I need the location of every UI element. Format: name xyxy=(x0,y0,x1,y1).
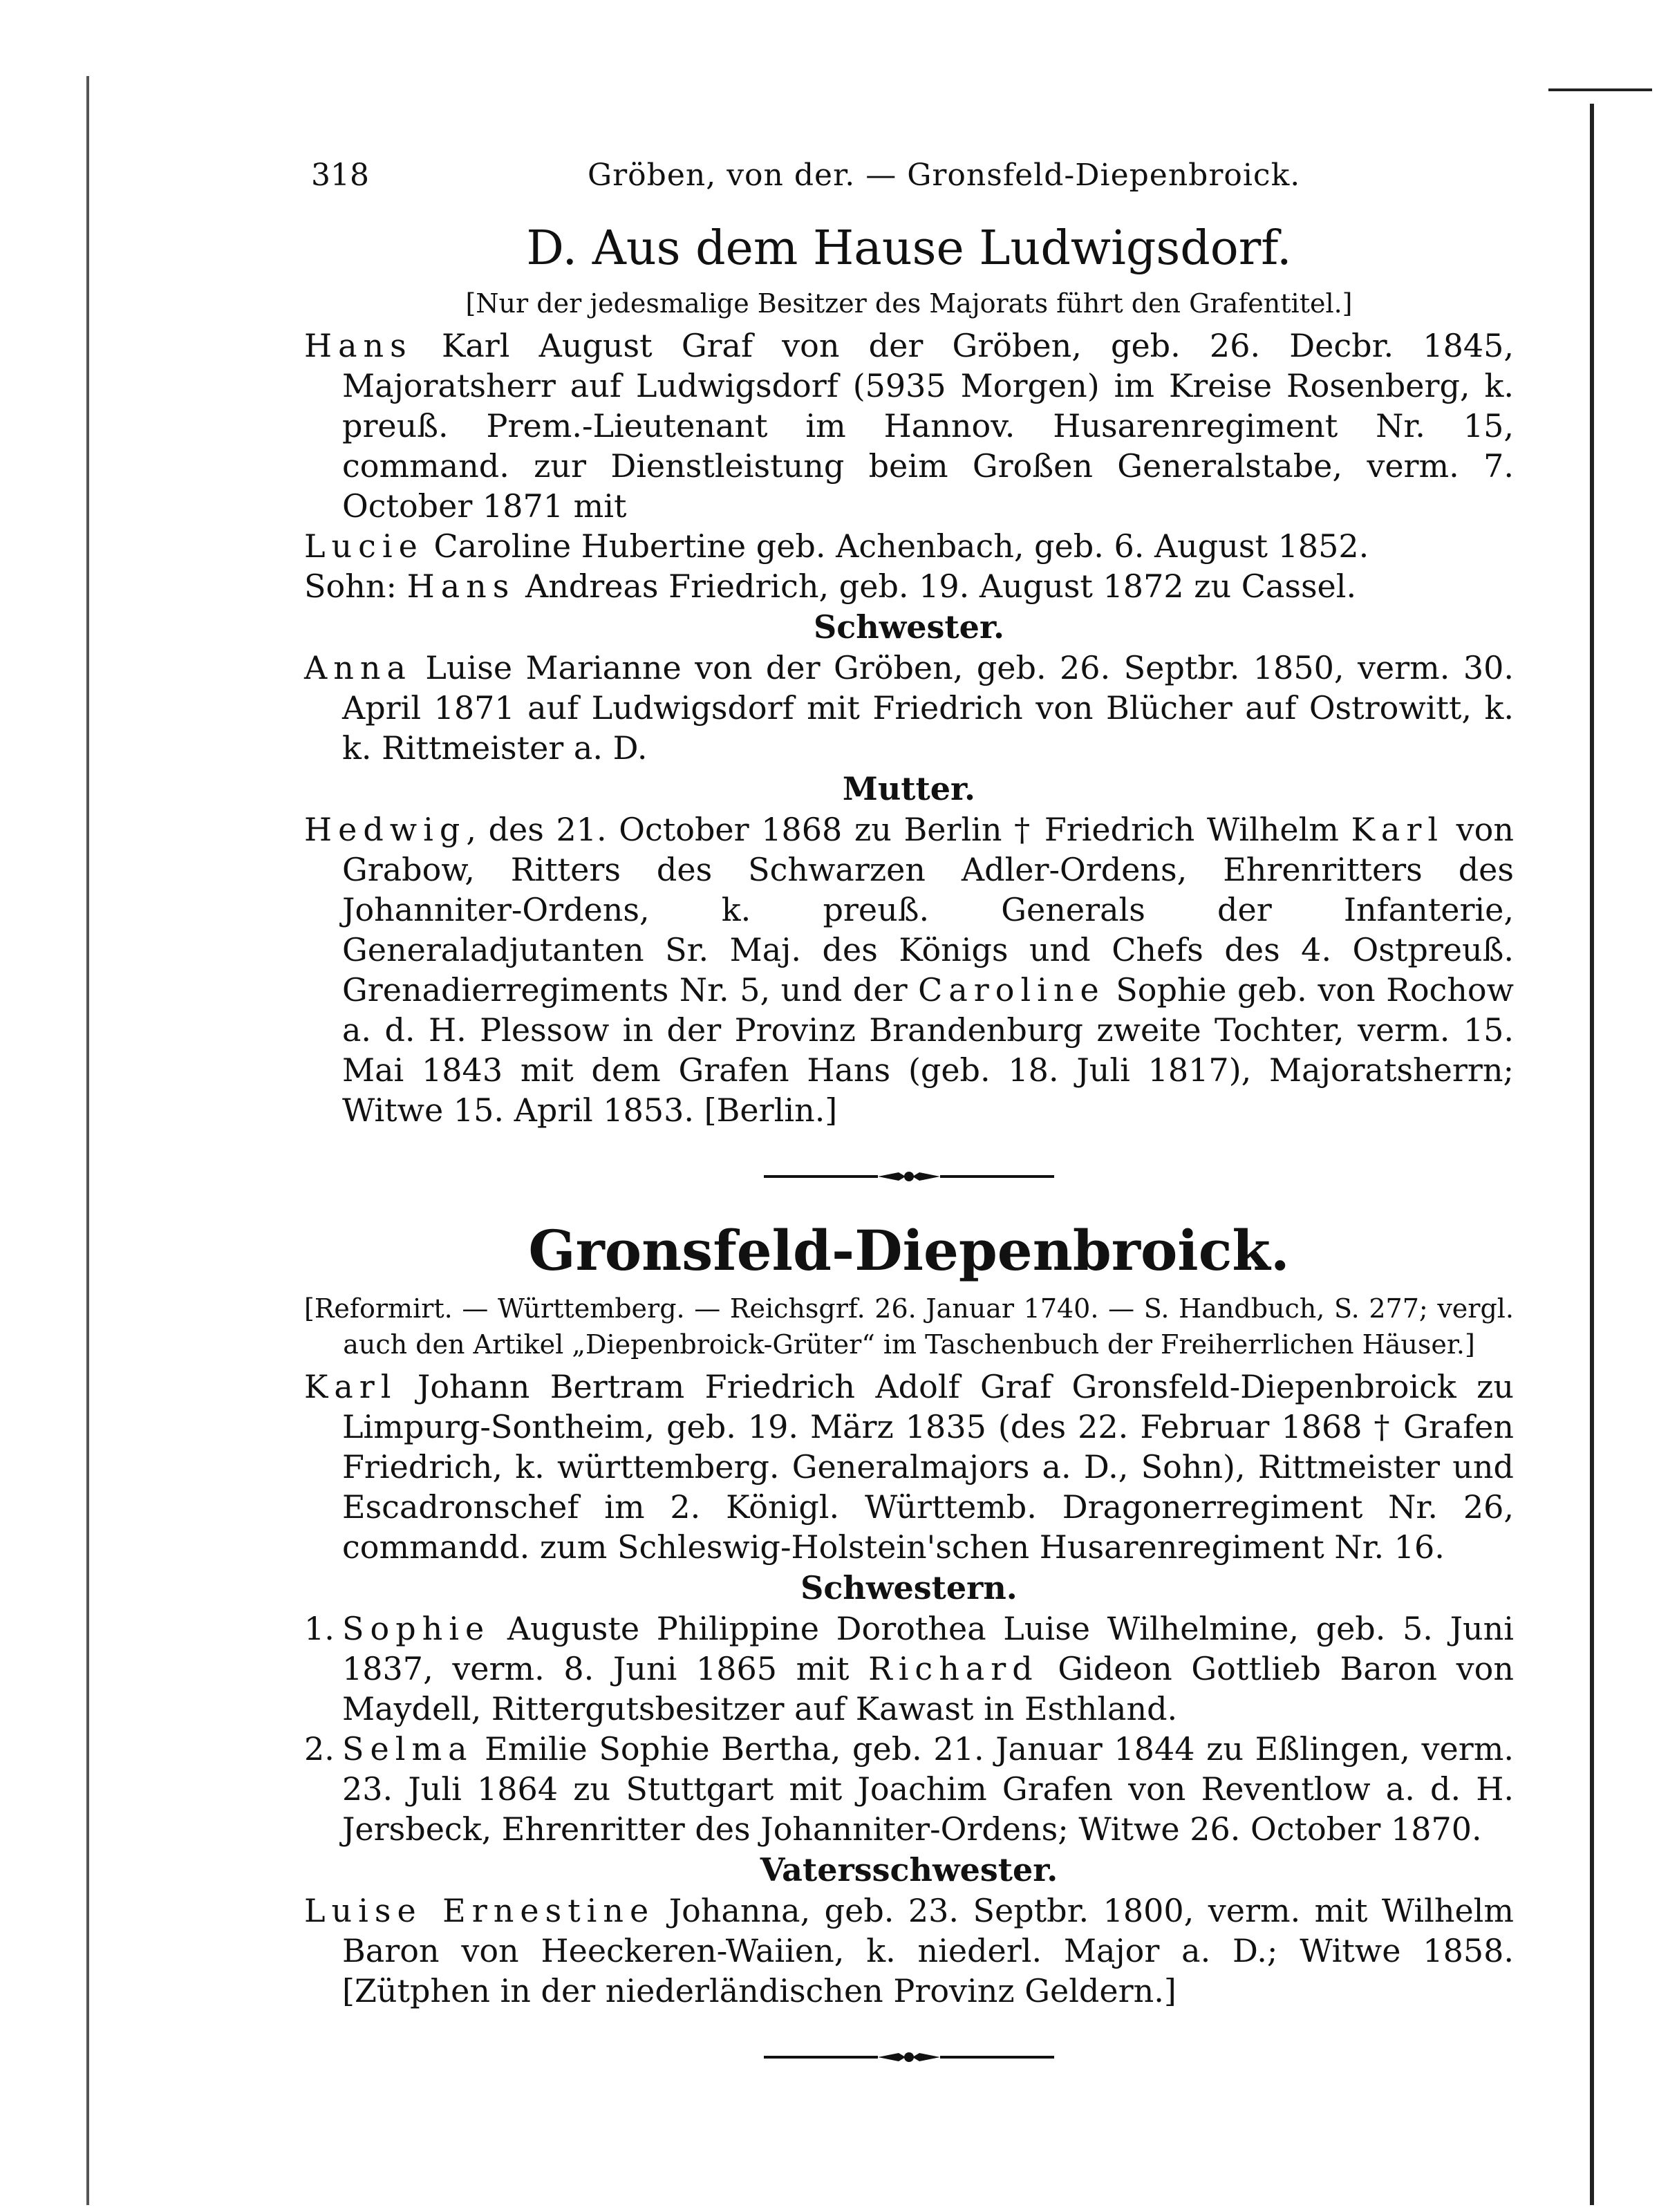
heading-mutter: Mutter. xyxy=(842,770,976,807)
entry-name: Hans xyxy=(406,568,516,605)
entry-text: Luise Marianne von der Gröben, geb. 26. Septbr. 1850, verm. 30. April 1871 auf Ludwigsdorf mit Friedrich von Blücher auf Ostrowitt, k. k. Rittmeister a. D. xyxy=(342,649,1514,767)
book-page xyxy=(304,156,1514,2097)
scan-edge-top xyxy=(1548,88,1652,91)
entry-text: Auguste Philippine Dorothea Luise Wilhelmine, geb. 5. Juni 1837, verm. 8. Juni 1865 mit xyxy=(342,1610,1514,1687)
heading-schwester: Schwester. xyxy=(814,608,1004,646)
entry-text-3: Sophie geb. von Rochow a. d. H. Plessow in der Provinz Brandenburg zweite Tochter, verm. 15. Mai 1843 mit dem Grafen Hans (geb. 18. Juli 1817), Majoratsherrn; Witwe 15. April 1853. [Berlin.] xyxy=(342,971,1514,1129)
entry-name-3: Caroline xyxy=(918,971,1105,1009)
entry-label: Sohn: xyxy=(304,568,397,605)
entry-name: Hans xyxy=(304,327,413,364)
entry-name: Luise Ernestine xyxy=(304,1892,655,1929)
entry-name: Karl xyxy=(304,1368,397,1405)
list-item xyxy=(304,1729,1514,1849)
entry-anna xyxy=(304,648,1514,768)
entry-name: Hedwig xyxy=(304,811,467,848)
entry-text: Caroline Hubertine geb. Achenbach, geb. 6. August 1852. xyxy=(423,527,1369,565)
entry-sohn xyxy=(304,566,1514,606)
ornament-divider-2 xyxy=(764,2049,1054,2065)
entry-hans xyxy=(304,326,1514,526)
page-number: 318 xyxy=(311,158,369,193)
entry-name-2: Karl xyxy=(1351,811,1445,848)
heading-vatersschwester: Vatersschwester. xyxy=(760,1851,1058,1888)
entry-name: Sophie xyxy=(342,1610,491,1647)
entry-text: Andreas Friedrich, geb. 19. August 1872 zu Cassel. xyxy=(515,568,1357,605)
scan-edge-left xyxy=(86,76,89,2205)
entry-lucie xyxy=(304,526,1514,566)
running-title: Gröben, von der. — Gronsfeld-Diepenbroick. xyxy=(588,158,1301,193)
entry-name: Lucie xyxy=(304,527,424,565)
heading-schwestern: Schwestern. xyxy=(800,1569,1018,1606)
entry-name-2: Richard xyxy=(868,1650,1039,1687)
entry-text: Karl August Graf von der Gröben, geb. 26. Decbr. 1845, Majoratsherr auf Ludwigsdorf (5935 Morgen) im Kreise Rosenberg, k. preuß. Prem.-Lieutenant im Hannov. Husarenregiment Nr. 15, command. zur Dienstleistung beim Großen Generalstabe, verm. 7. October 1871 mit xyxy=(342,327,1514,525)
entry-text: Emilie Sophie Bertha, geb. 21. Januar 1844 zu Eßlingen, verm. 23. Juli 1864 zu Stuttgart mit Joachim Grafen von Reventlow a. d. H. Jersbeck, Ehrenritter des Johanniter-Ordens; Witwe 26. October 1870. xyxy=(342,1730,1514,1848)
section-title-gronsfeld: Gronsfeld-Diepenbroick. xyxy=(528,1218,1290,1283)
ornament-divider-1 xyxy=(764,1168,1054,1185)
section-title-ludwigsdorf: D. Aus dem Hause Ludwigsdorf. xyxy=(526,221,1292,276)
entry-text: Johanna, geb. 23. Septbr. 1800, verm. mit Wilhelm Baron von Heeckeren-Waiien, k. niederl. Major a. D.; Witwe 1858. [Zütphen in der niederländischen Provinz Geldern.] xyxy=(342,1892,1515,2009)
section-note-gronsfeld: [Reformirt. — Württemberg. — Reichsgrf. 26. Januar 1740. — S. Handbuch, S. 277; vergl. auch den Artikel „Diepenbroick-Grüter“ im Taschenbuch der Freiherrlichen Häuser.] xyxy=(304,1293,1514,1360)
section-note-ludwigsdorf: [Nur der jedesmalige Besitzer des Majorats führt den Grafentitel.] xyxy=(465,288,1353,319)
entry-karl xyxy=(304,1367,1514,1567)
entry-text-2: Gideon Gottlieb Baron von Maydell, Rittergutsbesitzer auf Kawast in Esthland. xyxy=(342,1650,1514,1727)
entry-name: Selma xyxy=(342,1730,474,1768)
list-number: 1. xyxy=(304,1610,335,1647)
page-header xyxy=(304,156,1514,204)
entry-luise xyxy=(304,1891,1514,2011)
list-item xyxy=(304,1609,1514,1729)
scan-edge-right xyxy=(1590,104,1594,2205)
entry-hedwig xyxy=(304,809,1514,1130)
entry-text: , des 21. October 1868 zu Berlin † Friedrich Wilhelm xyxy=(466,811,1351,848)
entry-name: Anna xyxy=(304,649,412,686)
entry-text-2: von Grabow, Ritters des Schwarzen Adler-Ordens, Ehrenritters des Johanniter-Ordens, k. preuß. Generals der Infanterie, Generaladjutanten Sr. Maj. des Königs und Chefs des 4. Ostpreuß. Grenadierregiments Nr. 5, und der xyxy=(342,811,1514,1009)
list-number: 2. xyxy=(304,1730,335,1768)
entry-text: Johann Bertram Friedrich Adolf Graf Gronsfeld-Diepenbroick zu Limpurg-Sontheim, geb. 19. März 1835 (des 22. Februar 1868 † Grafen Friedrich, k. württemberg. Generalmajors a. D., Sohn), Rittmeister und Escadronschef im 2. Königl. Württemb. Dragonerregiment Nr. 26, commandd. zum Schleswig-Holstein'schen Husarenregiment Nr. 16. xyxy=(342,1368,1514,1566)
